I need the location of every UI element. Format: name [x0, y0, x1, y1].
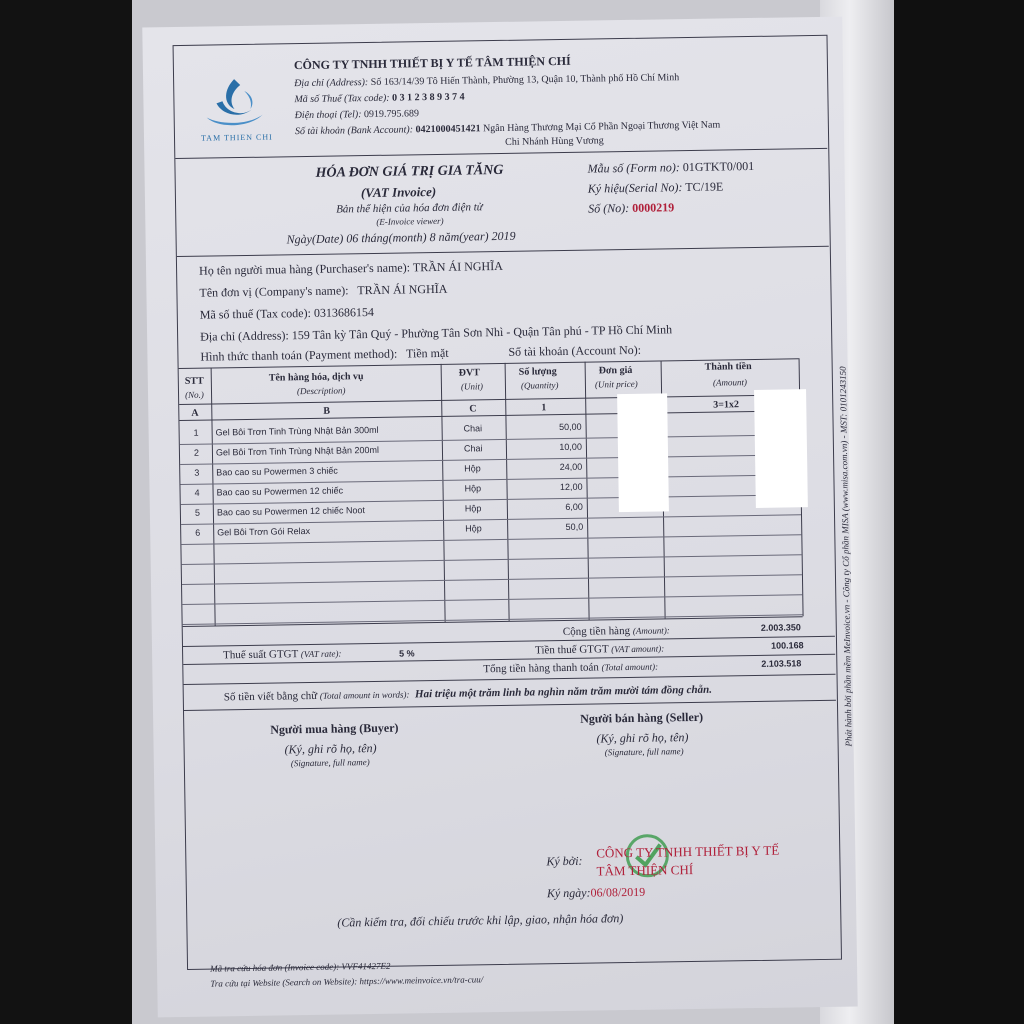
total-row: Tổng tiền hàng thanh toán (Total amount):	[483, 661, 659, 676]
redacted-price	[617, 393, 669, 512]
col-stt: STT	[184, 375, 204, 387]
invoice-frame	[173, 35, 842, 989]
company-tax: Mã số Thuế (Tax code): 0 3 1 2 3 8 9 3 7 4	[294, 91, 465, 106]
row-divider	[182, 574, 802, 585]
seller-sign-note-en: (Signature, full name)	[604, 746, 684, 758]
company-phone: Điện thoại (Tel): 0919.795.689	[294, 108, 420, 122]
lookup-code: Mã tra cứu hóa đơn (Invoice code): VVF41427E2	[209, 960, 391, 974]
vat-rate-value: 5 %	[399, 648, 415, 659]
vat-rate-row: Thuế suất GTGT (VAT rate):	[223, 648, 342, 662]
buyer-tax: Mã số thuế (Tax code): 0313686154	[199, 304, 374, 322]
row-unit: Hộp	[465, 523, 482, 534]
row-desc: Bao cao su Powermen 12 chiếc Noot	[216, 505, 366, 518]
row-no: 3	[194, 467, 200, 478]
code-c: C	[469, 403, 477, 415]
buyer-sign-note: (Ký, ghi rõ họ, tên)	[284, 740, 377, 757]
signed-by-1: CÔNG TY TNHH THIẾT BỊ Y TẾ	[596, 842, 780, 861]
invoice-viewer: Bản thể hiện của hóa đơn điện tử	[336, 201, 483, 216]
row-unit: Chai	[463, 423, 483, 434]
side-publisher-text: Phát hành bởi phần mềm MeInvoice.vn - Công ty Cổ phần MISA (www.misa.com.vn) - MST: 0101243150	[837, 366, 854, 747]
row-unit: Hộp	[464, 463, 481, 474]
row-unit: Hộp	[464, 483, 482, 494]
buyer-signature-title: Người mua hàng (Buyer)	[270, 720, 399, 737]
row-desc: Bao cao su Powermen 12 chiếc	[216, 485, 344, 498]
invoice-subtitle: (VAT Invoice)	[360, 183, 437, 201]
row-no: 2	[193, 447, 200, 458]
code-3: 3=1x2	[713, 399, 740, 411]
code-1: 1	[541, 402, 547, 414]
row-no: 4	[194, 487, 200, 498]
row-unit: Hộp	[464, 503, 482, 514]
col-desc-en: (Description)	[296, 385, 346, 397]
col-price: Đơn giá	[598, 364, 633, 377]
row-qty: 50,00	[558, 421, 582, 433]
buyer-sign-note-en: (Signature, full name)	[290, 757, 370, 769]
background-desk	[0, 0, 135, 1024]
row-divider	[182, 554, 802, 565]
company-bank: Số tài khoản (Bank Account): 0421000451421 Ngân Hàng Thương Mại Cổ Phần Ngoại Thương Việt Nam	[294, 119, 721, 138]
buyer-company: Tên đơn vị (Company's name): TRẦN ÁI NGHĨA	[199, 281, 448, 300]
row-qty: 12,00	[559, 481, 583, 493]
buyer-name: Họ tên người mua hàng (Purchaser's name): TRẦN ÁI NGHĨA	[198, 258, 503, 278]
check-note: (Cần kiểm tra, đối chiếu trước khi lập, giao, nhận hóa đơn)	[337, 911, 624, 930]
form-no: Mẫu số (Form no): 01GTKT0/001	[587, 158, 755, 176]
lookup-website-link[interactable]: https://www.meinvoice.vn/tra-cuu/	[359, 974, 484, 987]
wave-logo-icon	[194, 72, 275, 133]
col-desc: Tên hàng hóa, dịch vụ	[268, 371, 364, 384]
payment-method: Hình thức thanh toán (Payment method): Tiền mặt	[200, 345, 449, 364]
vat-amount-row: Tiền thuế GTGT (VAT amount):	[535, 643, 665, 657]
signed-date: Ký ngày:06/08/2019	[546, 884, 646, 901]
row-qty: 50,0	[565, 521, 584, 532]
divider	[183, 636, 835, 647]
row-desc: Bao cao su Powermen 3 chiếc	[216, 465, 338, 478]
invoice-date: Ngày(Date) 06 tháng(month) 8 năm(year) 2019	[286, 228, 516, 247]
subtotal-row: Cộng tiền hàng (Amount):	[562, 624, 670, 639]
company-logo	[194, 72, 275, 143]
col-unit: ĐVT	[458, 367, 480, 379]
signed-by-label: Ký bởi:	[546, 853, 583, 869]
row-qty: 10,00	[559, 441, 582, 453]
total-words-row: Số tiền viết bằng chữ (Total amount in words): Hai triệu một trăm linh ba nghìn năm trăm mười tám đồng chẵn.	[223, 683, 713, 704]
buyer-account: Số tài khoản (Account No):	[508, 342, 642, 359]
buyer-address: Địa chỉ (Address): 159 Tân kỳ Tân Quý - Phường Tân Sơn Nhì - Quận Tân phú - TP Hồ Chí Minh	[200, 322, 673, 344]
row-unit: Chai	[463, 443, 483, 454]
code-b: B	[323, 405, 331, 417]
divider	[177, 246, 829, 257]
company-address: Địa chỉ (Address): Số 163/14/39 Tô Hiến Thành, Phường 13, Quận 10, Thành phố Hồ Chí Minh	[294, 72, 680, 90]
col-amount-en: (Amount)	[712, 377, 747, 388]
row-no: 1	[193, 427, 199, 438]
code-a: A	[191, 407, 199, 419]
invoice-viewer-en: (E-Invoice viewer)	[376, 215, 444, 227]
row-qty: 24,00	[559, 461, 583, 473]
background-desk-right	[893, 0, 1024, 1024]
signed-by-2: TÂM THIỆN CHÍ	[596, 862, 694, 879]
logo-text: TAM THIEN CHI	[200, 132, 273, 143]
col-qty: Số lượng	[518, 366, 557, 378]
divider	[184, 674, 836, 685]
row-no: 6	[195, 527, 201, 538]
invoice-number: Số (No): 0000219	[588, 200, 675, 216]
col-unit-en: (Unit)	[460, 381, 484, 392]
invoice-title: HÓA ĐƠN GIÁ TRỊ GIA TĂNG	[315, 162, 504, 181]
divider	[175, 148, 827, 159]
vat-amount-value: 100.168	[770, 640, 804, 651]
col-amount: Thành tiền	[704, 361, 752, 373]
total-value: 2.103.518	[761, 658, 802, 669]
serial-no: Ký hiệu(Serial No): TC/19E	[587, 179, 724, 196]
company-name: CÔNG TY TNHH THIẾT BỊ Y TẾ TÂM THIỆN CHÍ	[293, 53, 571, 73]
redacted-amount	[754, 389, 808, 508]
subtotal-value: 2.003.350	[760, 622, 801, 633]
row-desc: Gel Bôi Trơn Tinh Trùng Nhật Bản 200ml	[215, 444, 379, 458]
lookup-website: Tra cứu tại Website (Search on Website): https://www.meinvoice.vn/tra-cuu/	[210, 974, 484, 989]
row-no: 5	[194, 507, 200, 518]
row-divider	[182, 594, 802, 605]
row-qty: 6,00	[565, 501, 583, 512]
row-desc: Gel Bôi Trơn Tinh Trùng Nhật Bản 300ml	[215, 424, 379, 438]
row-divider	[183, 614, 803, 625]
row-desc: Gel Bôi Trơn Gói Relax	[217, 525, 311, 538]
col-stt-en: (No.)	[184, 389, 204, 400]
seller-sign-note: (Ký, ghi rõ họ, tên)	[596, 730, 689, 746]
col-price-en: (Unit price)	[594, 378, 638, 390]
items-table	[179, 358, 803, 628]
company-bank-branch: Chi Nhánh Hùng Vương	[505, 135, 604, 148]
invoice-sheet	[142, 17, 857, 1018]
seller-signature-title: Người bán hàng (Seller)	[580, 709, 704, 726]
col-qty-en: (Quantity)	[520, 380, 559, 391]
